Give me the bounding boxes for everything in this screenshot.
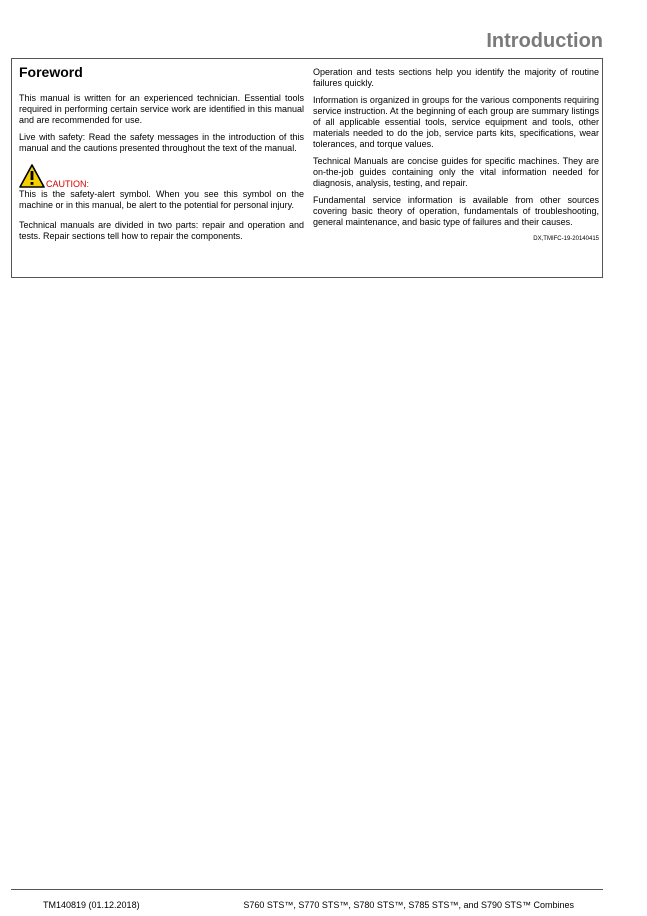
footer-product-title: S760 STS™, S770 STS™, S780 STS™, S785 STS™, and S790 STS™ Combines bbox=[243, 900, 574, 910]
foreword-paragraph: Information is organized in groups for the various components requiring service instruction. At the beginning of each group are summary listings of all applicable essential tools, service equipment and tools, other materials needed to do the job, service parts kits, specifications, wear tolerances, and torque values. bbox=[313, 95, 599, 149]
caution-row bbox=[19, 164, 304, 189]
foreword-paragraph: Technical Manuals are concise guides for specific machines. They are on-the-job guides containing only the vital information needed for diagnosis, analysis, testing, and repair. bbox=[313, 156, 599, 188]
foreword-paragraph: Fundamental service information is available from other sources covering basic theory of operation, fundamentals of troubleshooting, general maintenance, and basic type of failures and their causes. bbox=[313, 195, 599, 227]
document-code: DX,TMIFC-19-20140415 bbox=[533, 236, 599, 242]
caution-text: This is the safety-alert symbol. When you see this symbol on the machine or in this manual, be alert to the potential for personal injury. bbox=[19, 189, 304, 210]
foreword-box bbox=[11, 58, 603, 278]
foreword-paragraph: Live with safety: Read the safety messages in the introduction of this manual and the cautions presented throughout the text of the manual. bbox=[19, 132, 304, 153]
foreword-paragraph: Operation and tests sections help you identify the majority of routine failures quickly. bbox=[313, 67, 599, 88]
foreword-right-column bbox=[313, 67, 599, 245]
footer-divider bbox=[11, 889, 603, 890]
foreword-paragraph: This manual is written for an experienced technician. Essential tools required in performing certain service work are identified in this manual and are recommended for use. bbox=[19, 93, 304, 125]
safety-alert-icon bbox=[19, 164, 45, 188]
footer-document-id: TM140819 (01.12.2018) bbox=[43, 900, 140, 910]
foreword-paragraph: Technical manuals are divided in two parts: repair and operation and tests. Repair sections tell how to repair the components. bbox=[19, 220, 304, 241]
caution-label: CAUTION: bbox=[46, 179, 90, 189]
foreword-heading: Foreword bbox=[19, 64, 83, 80]
section-title: Introduction bbox=[486, 30, 603, 52]
foreword-left-column bbox=[19, 59, 304, 248]
